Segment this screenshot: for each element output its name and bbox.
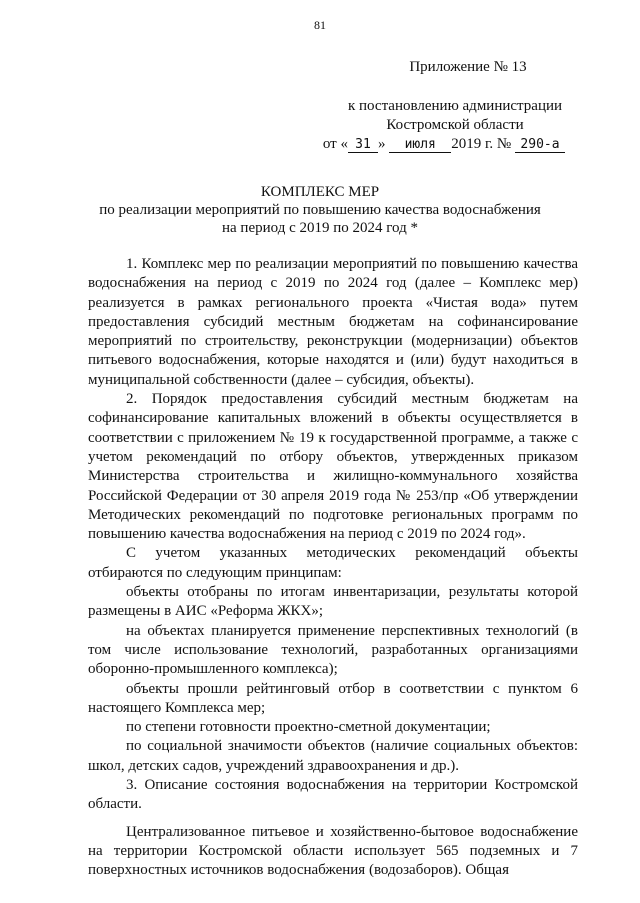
heading-title: КОМПЛЕКС МЕР xyxy=(260,184,380,200)
date-mid: » xyxy=(377,136,386,152)
paragraph-7: по степени готовности проектно-сметной документации; xyxy=(126,719,491,736)
appendix-block xyxy=(305,58,605,154)
appendix-title: Приложение № 13 xyxy=(409,59,527,75)
paragraph-5: на объектах планируется применение перспективных технологий (в том числе использование технологий, разработанных организациями оборонно-промышленного комплекса); xyxy=(88,622,578,678)
paragraph-3: С учетом указанных методических рекомендаций объекты отбираются по следующим принципам: xyxy=(88,545,578,581)
body-text xyxy=(88,255,578,881)
paragraph-9: 3. Описание состояния водоснабжения на территории Костромской области. xyxy=(88,777,578,813)
paragraph-8: по социальной значимости объектов (наличие социальных объектов: школ, детских садов, учреждений здравоохранения и др.). xyxy=(88,738,578,774)
paragraph-1: 1. Комплекс мер по реализации мероприятий по повышению качества водоснабжения на период с 2019 по 2024 год (далее – Комплекс мер) реализуется в рамках регионального проекта «Чистая вода» путем предоставления субсидий местным бюджетам на софинансирование мероприятий по строительству, реконструкции (модернизации) объектов питьевого водоснабжения, которые находятся и (или) будут находиться в муниципальной собственности (далее – субсидия, объекты). xyxy=(88,256,578,388)
appendix-date-line xyxy=(305,135,605,154)
date-month: июля xyxy=(389,137,451,153)
paragraph-6: объекты прошли рейтинговый отбор в соответствии с пунктом 6 настоящего Комплекса мер; xyxy=(88,680,578,716)
page-number: 81 xyxy=(314,18,326,32)
appendix-line-1: к постановлению администрации xyxy=(347,98,563,114)
paragraph-2: 2. Порядок предоставления субсидий местным бюджетам на софинансирование капитальных вложений в объекты осуществляется в соответствии с приложением № 19 к государственной программе, а также с учетом рекомендаций по отбору объектов, утвержденных приказом Министерства строительства и жилищно-коммунального хозяйства Российской Федерации от 30 апреля 2019 года № 253/пр «Об утверждении Методических рекомендаций по подготовке региональных программ по повышению качества водоснабжения на период с 2019 по 2024 год». xyxy=(88,391,578,543)
heading-subtitle-2: на период с 2019 по 2024 год * xyxy=(221,220,418,236)
paragraph-4: объекты отобраны по итогам инвентаризации, результаты которой размещены в АИС «Реформа ЖКХ»; xyxy=(88,584,578,620)
date-prefix: от « xyxy=(322,136,348,152)
date-day: 31 xyxy=(348,137,378,153)
date-year: 2019 г. № xyxy=(451,136,512,152)
decree-number: 290-а xyxy=(515,137,565,153)
heading-block xyxy=(0,183,640,237)
paragraph-10: Централизованное питьевое и хозяйственно-бытовое водоснабжение на территории Костромской области использует 565 подземных и 7 поверхностных источников водоснабжения (водозаборов). Общая xyxy=(88,823,578,879)
appendix-line-2: Костромской области xyxy=(386,117,524,133)
heading-subtitle-1: по реализации мероприятий по повышению качества водоснабжения xyxy=(99,202,541,218)
